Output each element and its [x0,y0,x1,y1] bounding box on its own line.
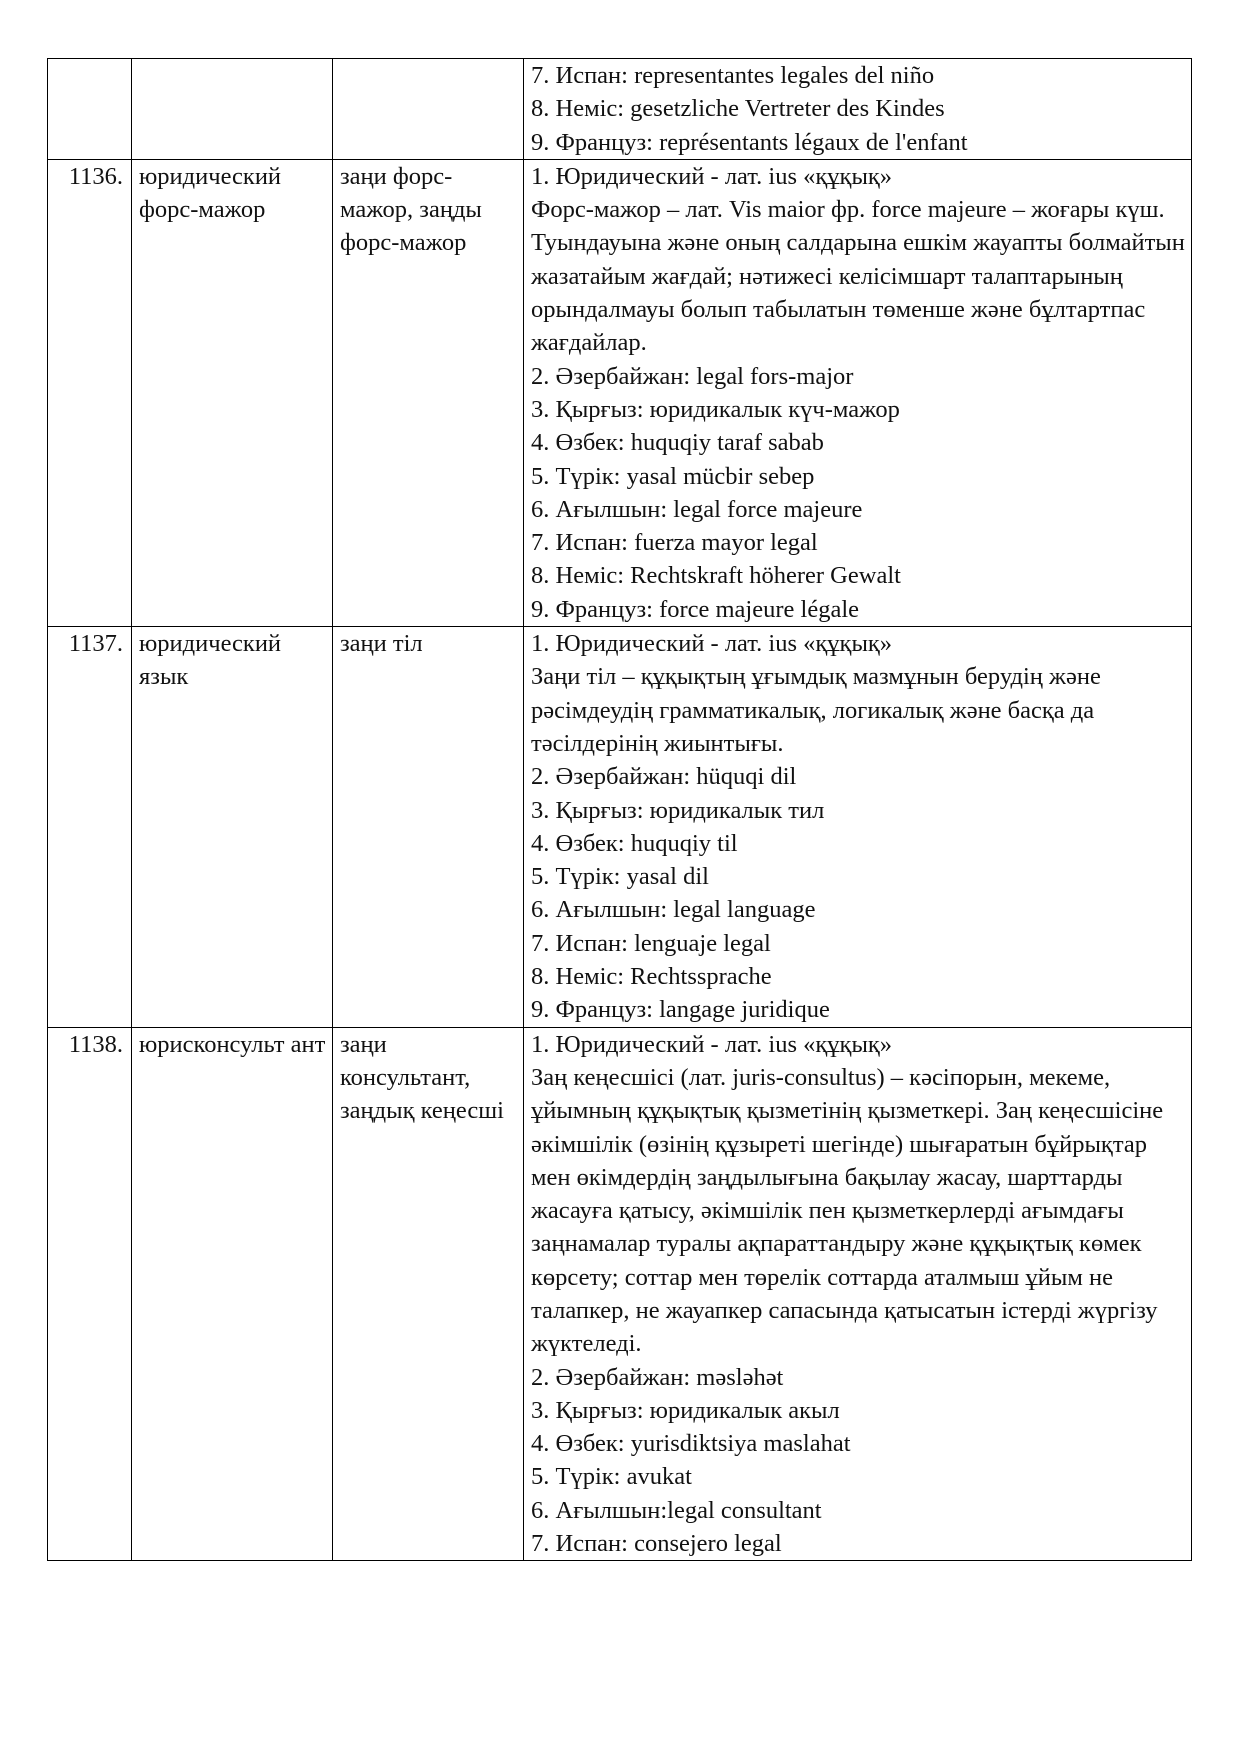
entry-definition [524,1027,1192,1561]
entry-kazakh-term: заңи консультант, заңдық кеңесші [333,1027,524,1561]
definition-line: 6. Ағылшын: legal force majeure [531,495,863,523]
definition-line: 5. Түрік: yasal mücbir sebep [531,462,815,490]
definition-line: 8. Неміс: Rechtskraft höherer Gewalt [531,562,901,590]
entry-definition [524,627,1192,1028]
definition-line: 8. Неміс: gesetzliche Vertreter des Kindes [531,95,945,123]
dictionary-entry-row [48,159,1192,626]
definition-line: 1. Юридический - лат. ius «құқық» [531,630,893,658]
entry-number: 1136. [48,159,132,626]
definition-line: 5. Түрік: avukat [531,1463,692,1491]
definition-line: Туындауына және оның салдарына ешкім жауапты болмайтын жазатайым жағдай; нәтижесі келісімшарт талаптарының орындалмауы болып табылатын төменше және бұлтартпас жағдайлар. [531,229,1185,357]
definition-line: 2. Әзербайжан: məsləhət [531,1363,784,1391]
definition-line: 3. Қырғыз: юридикалык акыл [531,1396,840,1424]
definition-line: 6. Ағылшын: legal language [531,896,816,924]
entry-number: 1137. [48,627,132,1028]
dictionary-table [47,58,1192,1561]
definition-line: Форс-мажор – лат. Vis maior фр. force majeure – жоғары күш. [531,196,1165,224]
definition-line: 1. Юридический - лат. ius «құқық» [531,1030,893,1058]
definition-line: 4. Өзбек: yurisdiktsiya maslahat [531,1430,851,1458]
definition-line: 8. Неміс: Rechtssprache [531,963,772,991]
definition-line: Заңи тіл – құқықтың ұғымдық мазмұнын берудің және рәсімдеудің грамматикалық, логикалық және басқа да тәсілдерінің жиынтығы. [531,663,1101,757]
definition-line: 9. Француз: force majeure légale [531,595,860,623]
entry-definition [524,159,1192,626]
dictionary-table-body [48,59,1192,1561]
definition-line: 5. Түрік: yasal dil [531,863,709,891]
entry-kazakh-term: заңи форс-мажор, заңды форс-мажор [333,159,524,626]
entry-russian-term: юрисконсульт ант [132,1027,333,1561]
entry-russian-term: юридический язык [132,627,333,1028]
entry-number: 1138. [48,1027,132,1561]
entry-kazakh-term [333,59,524,160]
definition-line: 4. Өзбек: huquqiy til [531,829,738,857]
definition-line: 6. Ағылшын:legal consultant [531,1496,822,1524]
definition-line: 9. Француз: représentants légaux de l'enfant [531,128,968,156]
dictionary-page [47,58,1191,1561]
definition-line: 4. Өзбек: huquqiy taraf sabab [531,429,824,457]
entry-definition [524,59,1192,160]
entry-kazakh-term: заңи тіл [333,627,524,1028]
dictionary-entry-row [48,627,1192,1028]
entry-number [48,59,132,160]
definition-line: 1. Юридический - лат. ius «құқық» [531,162,893,190]
entry-russian-term [132,59,333,160]
definition-line: 2. Әзербайжан: legal fors-major [531,362,854,390]
definition-line: 7. Испан: fuerza mayor legal [531,529,818,557]
definition-line: 7. Испан: representantes legales del niño [531,62,935,89]
definition-line: Заң кеңесшісі (лат. juris-consultus) – кәсіпорын, мекеме, ұйымның құқықтық қызметінің қызметкері. Заң кеңесшісіне әкімшілік (өзінің құзыреті шегінде) шығаратын бұйрықтар мен өкімдердің заңдылығына бақылау жасау, шарттарды жасауға қатысу, әкімшілік пен қызметкерлерді ағымдағы заңнамалар туралы ақпараттандыру және құқықтық көмек көрсету; соттар мен төрелік соттарда аталмыш ұйым не талапкер, не жауапкер сапасында қатысатын істерді жүргізу жүктеледі. [531,1063,1164,1358]
definition-line: 7. Испан: lenguaje legal [531,929,771,957]
dictionary-entry-row [48,1027,1192,1561]
entry-russian-term: юридический форс-мажор [132,159,333,626]
definition-line: 9. Француз: langage juridique [531,996,830,1024]
definition-line: 3. Қырғыз: юридикалык күч-мажор [531,395,900,423]
definition-line: 3. Қырғыз: юридикалык тил [531,796,825,824]
definition-line: 2. Әзербайжан: hüquqi dil [531,763,797,791]
definition-line: 7. Испан: consejero legal [531,1530,782,1558]
dictionary-entry-row [48,59,1192,160]
